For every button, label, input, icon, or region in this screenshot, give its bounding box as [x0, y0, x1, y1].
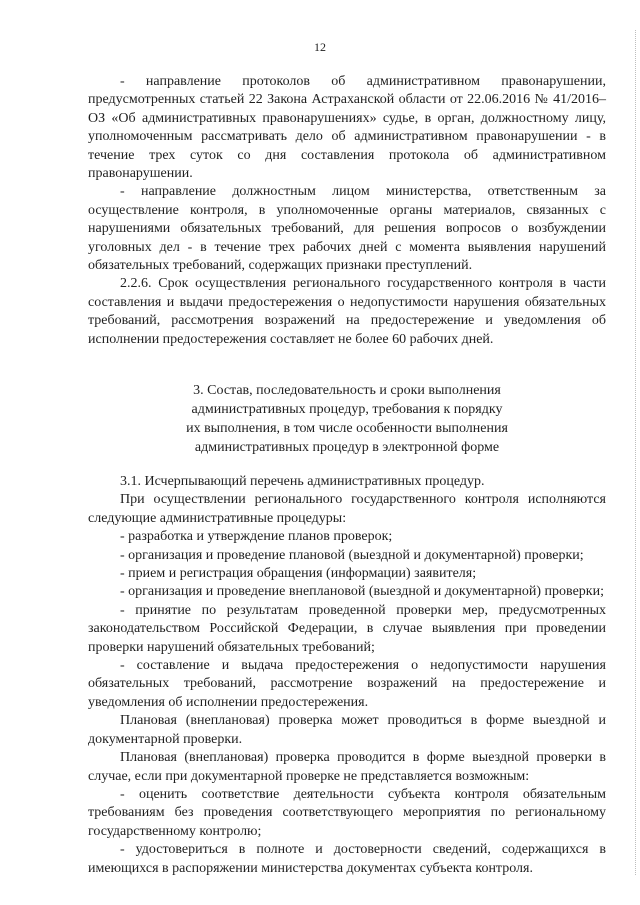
paragraph-2-2-6: 2.2.6. Срок осуществления регионального государственного контроля в части составления и выдачи предостережения о недопустимости нарушения обязательных требований, рассмотрения возражений на предостережение и уведомления об исполнении предостережения составляет не более 60 рабочих дней. — [88, 276, 606, 347]
list-item: - оценить соответствие деятельности субъекта контроля обязательным требованиям без проведения соответствующего мероприятия по региональному государственному контролю; — [88, 786, 606, 839]
list-item: - организация и проведение внеплановой (выездной и документарной) проверки; — [120, 584, 604, 600]
section-heading-line: административных процедур в электронной форме — [194, 440, 500, 455]
paragraph-3-1: 3.1. Исчерпывающий перечень административных процедур. — [120, 474, 485, 489]
list-item: - составление и выдача предостережения о недопустимости нарушения обязательных требований, рассмотрение возражений на предостережение и уведомления об исполнении предостережения. — [88, 658, 606, 710]
paragraph-materials-direction: - направление должностным лицом министерства, ответственным за осуществление контроля, в уполномоченные органы материалов, связанных с нарушениями обязательных требований, для решения вопросов о возбуждении уголовных дел - в течение трех рабочих дней с момента выявления нарушений обязательных требований, содержащих признаки преступлений. — [88, 184, 606, 274]
paragraph-onsite-inspection: Плановая (внеплановая) проверка проводится в форме выездной проверки в случае, если при документарной проверке не представляется возможным: — [88, 750, 606, 784]
list-item: - прием и регистрация обращения (информации) заявителя; — [120, 566, 477, 582]
paragraph-inspection-form: Плановая (внеплановая) проверка может проводиться в форме выездной и документарной проверки. — [88, 713, 606, 747]
section-heading-line: их выполнения, в том числе особенности выполнения — [186, 421, 508, 436]
section-heading — [88, 381, 606, 457]
paragraph-protocol-direction: - направление протоколов об административном правонарушении, предусмотренных статьей 22 Закона Астраханской области от 22.06.2016 № 41/2016–ОЗ «Об административных правонарушениях» судье, в орган, должностному лицу, уполномоченным рассматривать дело об административном правонарушении - в течение трех суток со дня составления протокола об административном правонарушении. — [88, 74, 606, 182]
top-paragraphs — [88, 73, 606, 349]
list-item: - принятие по результатам проведенной проверки мер, предусмотренных законодательством Российской Федерации, в случае выявления при проведении проверки нарушений обязательных требований; — [88, 602, 606, 655]
list-item: - разработка и утверждение планов проверок; — [120, 529, 393, 545]
section-heading-line: 3. Состав, последовательность и сроки выполнения — [193, 383, 501, 398]
paragraph-procedures-intro: При осуществлении регионального государственного контроля исполняются следующие административные процедуры: — [88, 492, 606, 526]
page-number: 12 — [314, 40, 326, 54]
section-heading-line: административных процедур, требования к порядку — [191, 402, 503, 417]
scan-margin-mark — [632, 30, 636, 875]
list-item: - организация и проведение плановой (выездной и документарной) проверки; — [120, 547, 584, 563]
list-item: - удостовериться в полноте и достоверности сведений, содержащихся в имеющихся в распоряжении министерства документах субъекта контроля. — [88, 842, 606, 876]
section-body — [88, 473, 606, 878]
